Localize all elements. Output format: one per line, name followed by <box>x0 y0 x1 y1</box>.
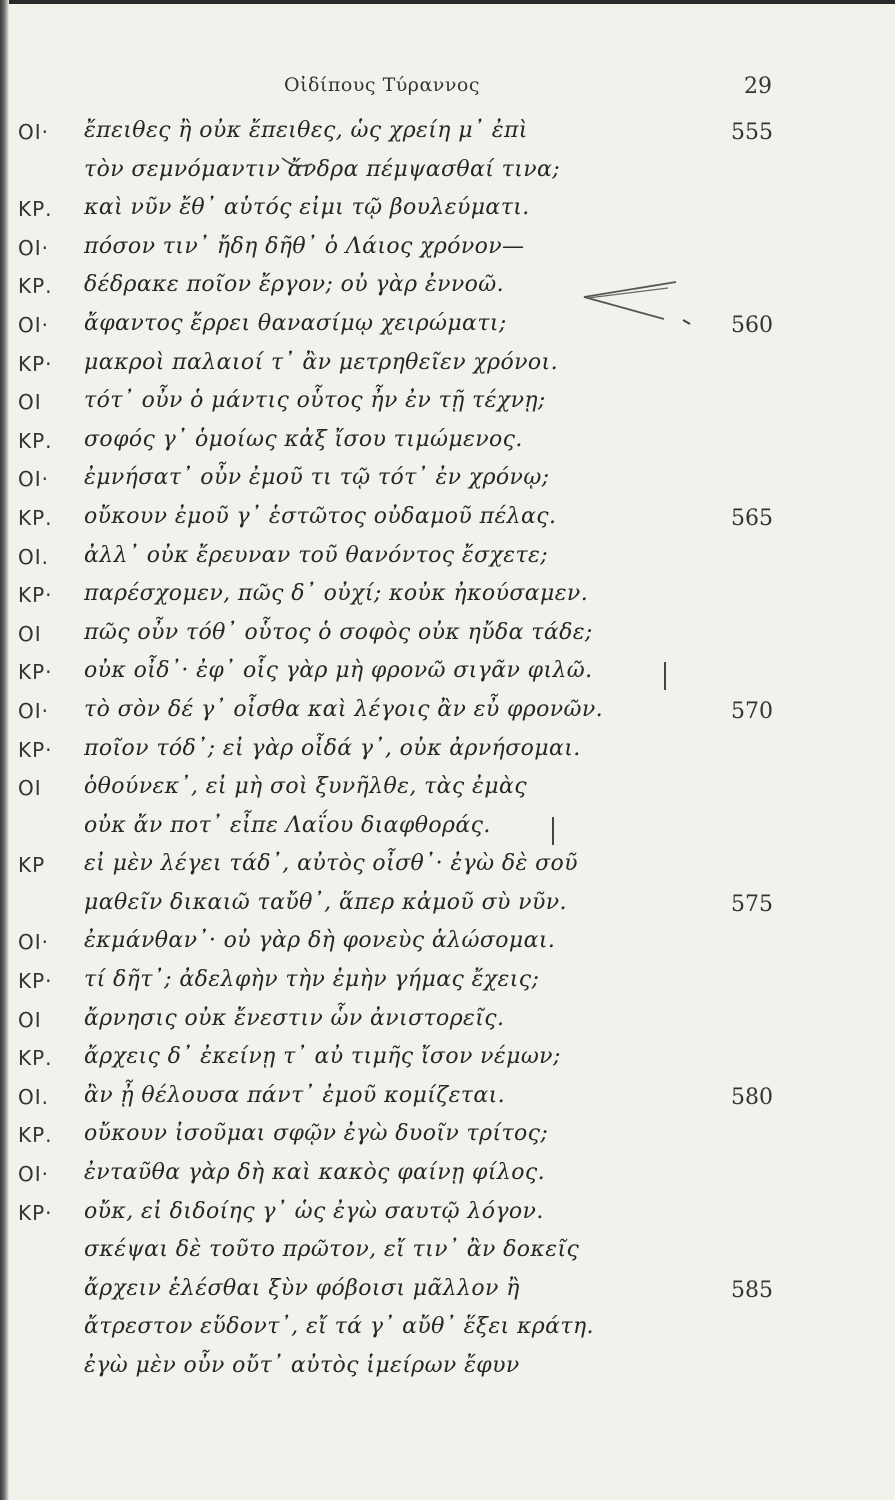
verse-text-line: πόσον τιν᾽ ἤδη δῆθ᾽ ὁ Λάιος χρόνον— <box>84 233 525 259</box>
pencil-annotations <box>0 0 895 400</box>
verse-text-line: ἔπειθες ἢ οὐκ ἔπειθες, ὡς χρείη μ᾽ ἐπὶ <box>84 118 528 143</box>
pencil-swoosh-mark <box>282 158 312 166</box>
pencil-margin-bar <box>552 817 554 845</box>
verse-line <box>0 849 895 888</box>
verse-text-line: καὶ νῦν ἔθ᾽ αὑτός εἰμι τῷ βουλεύματι. <box>84 195 530 221</box>
speaker-label: ΚΡ. <box>18 197 53 222</box>
speaker-label: ΚΡ <box>18 853 46 878</box>
verse-text-line: ποῖον τόδ᾽; εἰ γὰρ οἶδά γ᾽, οὐκ ἀρνήσομαι. <box>84 735 581 761</box>
verse-text-line: ἄρνησις οὐκ ἔνεστιν ὧν ἀνιστορεῖς. <box>84 1005 505 1031</box>
verse-line <box>0 1081 895 1120</box>
verse-line <box>0 425 895 464</box>
verse-line <box>0 1197 895 1236</box>
speaker-label: ΟΙ· <box>18 120 49 144</box>
line-number: 560 <box>731 312 773 338</box>
line-number: 580 <box>731 1084 773 1110</box>
speaker-label: ΚΡ· <box>18 583 53 608</box>
speaker-label: ΚΡ. <box>18 1123 53 1148</box>
verse-text-line: τὸν σεμνόμαντιν ἄνδρα πέμψασθαί τινα; <box>84 156 561 182</box>
verse-line <box>0 695 895 734</box>
verse-text-line: ἐμνήσατ᾽ οὖν ἐμοῦ τι τῷ τότ᾽ ἐν χρόνῳ; <box>84 465 550 491</box>
line-number: 575 <box>731 891 773 917</box>
verse-line <box>0 772 895 811</box>
verse-text-line: σοφός γ᾽ ὁμοίως κἀξ ἴσου τιμώμενος. <box>84 426 523 452</box>
verse-line <box>0 618 895 657</box>
pencil-margin-bar <box>664 662 666 690</box>
line-number: 555 <box>731 120 773 145</box>
verse-line <box>0 1042 895 1081</box>
verse-line <box>0 579 895 618</box>
verse-text-line: πῶς οὖν τόθ᾽ οὗτος ὁ σοφὸς οὐκ ηὔδα τάδε; <box>84 619 593 645</box>
verse-line <box>0 811 895 850</box>
line-number: 570 <box>731 698 773 724</box>
speaker-label: ΚΡ. <box>18 1046 53 1071</box>
speaker-label: ΟΙ <box>18 776 42 801</box>
speaker-label: ΟΙ <box>18 1007 42 1032</box>
speaker-label: ΟΙ· <box>18 698 49 723</box>
verse-text-line: οὔκ, εἰ διδοίης γ᾽ ὡς ἐγὼ σαυτῷ λόγον. <box>84 1198 544 1224</box>
verse-line <box>0 541 895 580</box>
verse-text-line: ἐνταῦθα γὰρ δὴ καὶ κακὸς φαίνῃ φίλος. <box>84 1160 545 1186</box>
speaker-label: ΟΙ· <box>18 235 49 260</box>
verse-line <box>0 463 895 502</box>
verse-text-line: ἂν ᾖ θέλουσα πάντ᾽ ἐμοῦ κομίζεται. <box>84 1082 506 1108</box>
verse-text-line: οὔκουν ἰσοῦμαι σφῷν ἐγὼ δυοῖν τρίτος; <box>84 1121 549 1147</box>
verse-line <box>0 1235 895 1274</box>
verse-text-line: οὐκ οἶδ᾽· ἐφ᾽ οἷς γὰρ μὴ φρονῶ σιγᾶν φιλῶ. <box>84 658 593 684</box>
verse-text-line: σκέψαι δὲ τοῦτο πρῶτον, εἴ τιν᾽ ἂν δοκεῖς <box>84 1237 580 1263</box>
verse-line <box>0 1119 895 1158</box>
verse-line <box>0 1004 895 1043</box>
verse-text-line: ὁθούνεκ᾽, εἰ μὴ σοὶ ξυνῆλθε, τὰς ἐμὰς <box>84 774 527 800</box>
verse-text-line: μαθεῖν δικαιῶ ταὔθ᾽, ἅπερ κἀμοῦ σὺ νῦν. <box>84 889 567 915</box>
verse-line <box>0 926 895 965</box>
verse-line <box>0 1312 895 1351</box>
speaker-label: ΟΙ <box>18 621 42 646</box>
speaker-label: ΟΙ. <box>18 544 49 569</box>
speaker-label: ΚΡ· <box>18 1200 53 1225</box>
speaker-label: ΚΡ. <box>18 505 53 530</box>
verse-text-line: ἐγὼ μὲν οὖν οὔτ᾽ αὐτὸς ἱμείρων ἔφυν <box>84 1353 520 1378</box>
verse-line <box>0 888 895 927</box>
speaker-label: ΚΡ· <box>18 969 53 994</box>
verse-text-line: ἄρχεις δ᾽ ἐκείνῃ τ᾽ αὐ τιμῆς ἴσον νέμων; <box>84 1044 561 1070</box>
verse-text-line: ἐκμάνθαν᾽· οὐ γὰρ δὴ φονεὺς ἁλώσομαι. <box>84 928 556 954</box>
verse-text-line: εἰ μὲν λέγει τάδ᾽, αὐτὸς οἶσθ᾽· ἐγὼ δὲ σοῦ <box>84 851 578 877</box>
verse-line <box>0 734 895 773</box>
verse-line <box>0 1351 895 1390</box>
speaker-label: ΟΙ <box>18 390 42 415</box>
page-number: 29 <box>744 74 772 99</box>
speaker-label: ΟΙ· <box>18 930 49 955</box>
pencil-arrow-icon <box>584 282 676 319</box>
verse-text-line: μακροὶ παλαιοί τ᾽ ἂν μετρηθεῖεν χρόνοι. <box>84 349 558 375</box>
speaker-label: ΟΙ· <box>18 312 49 337</box>
verse-text-line: τὸ σὸν δέ γ᾽ οἶσθα καὶ λέγοις ἂν εὖ φρονῶν. <box>84 696 604 722</box>
verse-line <box>0 656 895 695</box>
speaker-label: ΟΙ. <box>18 1084 49 1109</box>
verse-text-line: ἄτρεστον εὕδοντ᾽, εἴ τά γ᾽ αὔθ᾽ ἕξει κράτη. <box>84 1314 594 1340</box>
verse-line <box>0 965 895 1004</box>
line-number: 585 <box>731 1277 773 1303</box>
verse-text-line: ἀλλ᾽ οὐκ ἔρευναν τοῦ θανόντος ἔσχετε; <box>84 542 549 568</box>
verse-text-line: οὔκουν ἐμοῦ γ᾽ ἑστῶτος οὐδαμοῦ πέλας. <box>84 503 557 529</box>
speaker-label: ΚΡ. <box>18 274 53 299</box>
verse-text-line: δέδρακε ποῖον ἔργον; οὐ γὰρ ἐννοῶ. <box>84 272 505 298</box>
speaker-label: ΟΙ· <box>18 1162 49 1187</box>
speaker-label: ΚΡ· <box>18 737 53 762</box>
verse-text-line: τότ᾽ οὖν ὁ μάντις οὗτος ἦν ἐν τῇ τέχνῃ; <box>84 388 546 414</box>
speaker-label: ΚΡ. <box>18 428 53 453</box>
line-number: 565 <box>731 505 773 531</box>
verse-line <box>0 1158 895 1197</box>
running-title: Οἰδίπους Τύραννος <box>284 74 480 96</box>
verse-text-line: τί δῆτ᾽; ἀδελφὴν τὴν ἐμὴν γήμας ἔχεις; <box>84 967 540 993</box>
speaker-label: ΚΡ· <box>18 660 53 685</box>
verse-text-line: ἄφαντος ἔρρει θανασίμῳ χειρώματι; <box>84 310 507 336</box>
verse-line <box>0 502 895 541</box>
verse-text-line: ἄρχειν ἑλέσθαι ξὺν φόβοισι μᾶλλον ἢ <box>84 1275 520 1301</box>
verse-line <box>0 1274 895 1313</box>
verse-text-line: παρέσχομεν, πῶς δ᾽ οὐχί; κοὐκ ἠκούσαμεν. <box>84 581 589 607</box>
verse-text-line: οὐκ ἄν ποτ᾽ εἶπε Λαΐου διαφθοράς. <box>84 812 491 838</box>
pencil-tick-mark <box>683 320 690 324</box>
speaker-label: ΚΡ· <box>18 351 53 376</box>
speaker-label: ΟΙ· <box>18 467 49 492</box>
